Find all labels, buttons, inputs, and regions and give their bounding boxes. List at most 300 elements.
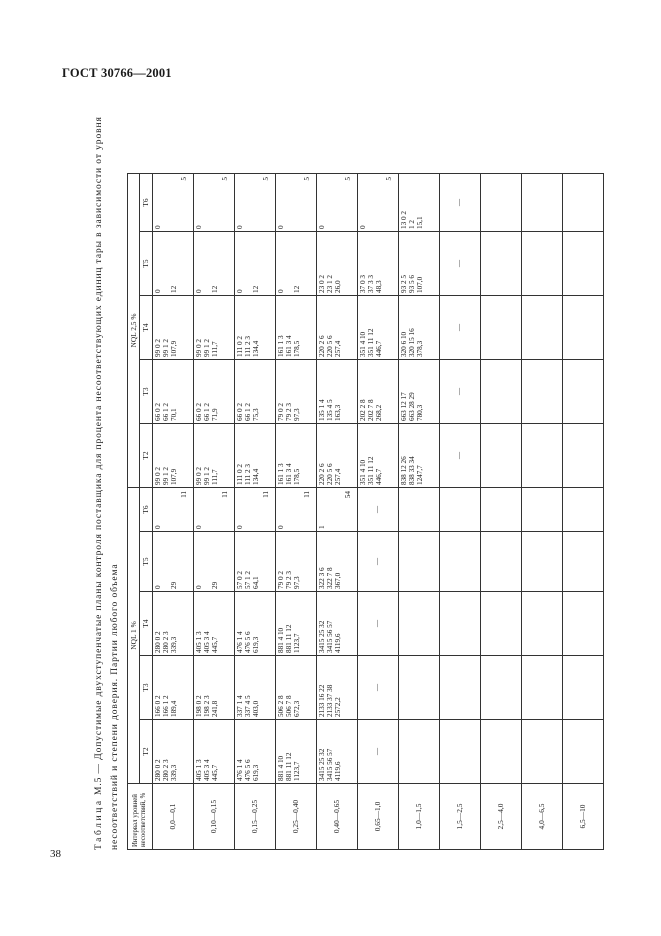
plan-cell-content <box>318 532 357 591</box>
plan-line: 3415 25 32 <box>318 620 326 653</box>
plan-line: 1 <box>318 525 326 529</box>
plan-line: 280 2 3 <box>162 759 170 781</box>
plan-line: 198 0 2 <box>195 695 203 717</box>
plan-cell-content <box>236 360 275 423</box>
plan-cell <box>153 296 194 360</box>
plan-cell-content <box>359 360 398 423</box>
plan-line: 780,3 <box>416 404 424 421</box>
plan-line: 107,9 <box>170 468 178 485</box>
plan-line: 619,3 <box>252 636 260 653</box>
plan-cell <box>235 232 276 296</box>
rotated-table-block <box>91 110 637 850</box>
header-row-cols <box>140 174 153 850</box>
plan-line: 280 0 2 <box>154 759 162 781</box>
plan-line: 4119,6 <box>334 761 342 781</box>
empty-cell <box>440 656 481 720</box>
plan-line: 337 1 4 <box>236 695 244 717</box>
plan-line: 66 1 2 <box>203 403 211 421</box>
plan-cell-content <box>154 232 193 295</box>
plan-line: 66 0 2 <box>236 403 244 421</box>
sampling-plans-table <box>127 173 604 850</box>
plan-line: 838 12 26 <box>400 456 408 485</box>
plan-line: 166 1 2 <box>162 695 170 717</box>
plan-line: 476 5 6 <box>244 631 252 653</box>
empty-cell <box>522 720 563 784</box>
plan-cell-content <box>236 720 275 783</box>
plan-cell-content <box>277 532 316 591</box>
empty-cell <box>481 424 522 488</box>
plan-cell <box>276 720 317 784</box>
empty-cell <box>399 656 440 720</box>
plan-line: 29 <box>211 581 219 589</box>
plan-cell-content <box>154 592 193 655</box>
plan-line: 111 2 3 <box>244 335 252 357</box>
dash-cell: — <box>440 360 481 424</box>
plan-line: 15,1 <box>416 216 424 229</box>
plan-line: 220 5 6 <box>326 335 334 357</box>
row-level-label: 0,10—0,15 <box>194 784 235 850</box>
plan-cell-content <box>195 592 234 655</box>
plan-line: 161 1 3 <box>277 463 285 485</box>
plan-line: 12 <box>252 285 260 293</box>
plan-cell <box>358 174 399 232</box>
plan-cell-content <box>359 296 398 359</box>
plan-line: 339,3 <box>170 636 178 653</box>
empty-cell <box>563 424 604 488</box>
acceptance-number: 5 <box>385 177 393 181</box>
plan-line: 0 <box>154 225 162 229</box>
caption-label: Таблица <box>94 798 104 850</box>
plan-line: 0 <box>236 225 244 229</box>
plan-line: 161 3 4 <box>285 335 293 357</box>
empty-cell <box>522 174 563 232</box>
plan-line: 12 <box>293 285 301 293</box>
plan-line: 93 5 6 <box>408 275 416 293</box>
plan-cell-content <box>236 424 275 487</box>
plan-line: 134,4 <box>252 468 260 485</box>
plan-cell-content <box>154 424 193 487</box>
empty-cell <box>563 532 604 592</box>
plan-line: 1247,7 <box>416 465 424 485</box>
acceptance-number: 5 <box>344 177 352 181</box>
table-row <box>358 174 399 850</box>
plan-line: 178,5 <box>293 468 301 485</box>
plan-line: 107,0 <box>416 276 424 293</box>
plan-line: 37 0 3 <box>359 275 367 293</box>
empty-cell <box>563 488 604 532</box>
plan-cell-content <box>277 656 316 719</box>
plan-line: 445,7 <box>211 636 219 653</box>
plan-cell-content <box>236 656 275 719</box>
plan-cell <box>399 296 440 360</box>
plan-cell-content <box>195 424 234 487</box>
table-row <box>317 174 358 850</box>
plan-line: 97,3 <box>293 408 301 421</box>
table-row <box>194 174 235 850</box>
empty-cell <box>399 592 440 656</box>
plan-cell <box>153 532 194 592</box>
empty-cell <box>481 592 522 656</box>
plan-line: 351 4 10 <box>359 459 367 485</box>
plan-line: 75,3 <box>252 408 260 421</box>
plan-line: 351 11 12 <box>367 456 375 485</box>
plan-line: 337 4 5 <box>244 695 252 717</box>
plan-line: 446,7 <box>375 340 383 357</box>
plan-cell <box>358 232 399 296</box>
plan-cell <box>153 232 194 296</box>
table-row <box>153 174 194 850</box>
header-col: T2 <box>140 720 153 784</box>
plan-line: 405 1 3 <box>195 759 203 781</box>
caption-text: — Допустимые двухступенчатые планы контроля поставщика для процента несоответствующих единиц тары в зависимости от уровня несоответствий и степени доверия. Партии любого объема <box>94 116 120 850</box>
header-col: T3 <box>140 360 153 424</box>
plan-cell <box>194 296 235 360</box>
plan-cell-content <box>359 424 398 487</box>
acceptance-number: 5 <box>180 177 188 181</box>
dash-cell: — <box>440 232 481 296</box>
plan-cell <box>235 296 276 360</box>
plan-line: 0 <box>277 525 285 529</box>
empty-cell <box>522 532 563 592</box>
plan-cell <box>194 720 235 784</box>
plan-line: 445,7 <box>211 764 219 781</box>
plan-cell <box>194 656 235 720</box>
plan-line: 99 1 2 <box>162 339 170 357</box>
plan-line: 1123,7 <box>293 761 301 781</box>
header-group-nql25: NQL 2,5 % <box>128 174 140 488</box>
plan-line: 64,1 <box>252 576 260 589</box>
plan-cell <box>276 592 317 656</box>
plan-cell-content <box>400 232 439 295</box>
plan-line: 12 <box>211 285 219 293</box>
header-col: T5 <box>140 232 153 296</box>
dash-cell: — <box>440 424 481 488</box>
plan-cell <box>235 488 276 532</box>
table-body <box>153 174 604 850</box>
plan-cell <box>317 656 358 720</box>
caption-number: М.5 <box>94 776 104 795</box>
plan-cell <box>399 232 440 296</box>
plan-line: 476 5 6 <box>244 759 252 781</box>
plan-line: 322 7 8 <box>326 567 334 589</box>
plan-line: 280 0 2 <box>154 631 162 653</box>
plan-cell <box>317 232 358 296</box>
row-level-label: 1,5—2,5 <box>440 784 481 850</box>
plan-line: 0 <box>236 289 244 293</box>
plan-line: 99 0 2 <box>154 467 162 485</box>
plan-line: 2572,2 <box>334 697 342 717</box>
plan-cell-content <box>195 532 234 591</box>
row-level-label: 1,0—1,5 <box>399 784 440 850</box>
plan-line: 70,1 <box>170 408 178 421</box>
table-row <box>440 174 481 850</box>
plan-cell-content <box>195 174 234 231</box>
plan-cell <box>235 360 276 424</box>
plan-line: 202 2 8 <box>359 399 367 421</box>
plan-line: 367,0 <box>334 572 342 589</box>
plan-line: 107,9 <box>170 340 178 357</box>
plan-cell <box>276 488 317 532</box>
plan-line: 0 <box>154 525 162 529</box>
plan-cell <box>153 720 194 784</box>
row-level-label: 0,25—0,40 <box>276 784 317 850</box>
empty-cell <box>481 174 522 232</box>
dash-cell: — <box>358 720 399 784</box>
plan-line: 99 1 2 <box>162 467 170 485</box>
acceptance-number: 11 <box>180 491 188 498</box>
plan-cell <box>276 360 317 424</box>
plan-cell <box>194 532 235 592</box>
plan-line: 12 <box>170 285 178 293</box>
plan-cell-content <box>236 296 275 359</box>
plan-line: 111 0 2 <box>236 335 244 357</box>
acceptance-number: 11 <box>221 491 229 498</box>
plan-cell-content <box>236 532 275 591</box>
plan-cell <box>235 424 276 488</box>
plan-cell-content <box>318 424 357 487</box>
plan-cell <box>153 174 194 232</box>
plan-cell <box>235 174 276 232</box>
plan-cell-content <box>236 592 275 655</box>
plan-line: 446,7 <box>375 468 383 485</box>
dash-cell: — <box>440 296 481 360</box>
plan-line: 405 3 4 <box>203 631 211 653</box>
plan-cell <box>153 656 194 720</box>
plan-line: 0 <box>236 525 244 529</box>
plan-cell-content <box>154 532 193 591</box>
row-level-label: 4,0—6,5 <box>522 784 563 850</box>
plan-cell <box>194 232 235 296</box>
plan-cell <box>153 592 194 656</box>
empty-cell <box>563 360 604 424</box>
empty-cell <box>522 656 563 720</box>
plan-cell <box>194 360 235 424</box>
plan-cell-content <box>318 360 357 423</box>
row-level-label: 6,5—10 <box>563 784 604 850</box>
plan-line: 178,5 <box>293 340 301 357</box>
empty-cell <box>440 532 481 592</box>
plan-line: 189,4 <box>170 700 178 717</box>
plan-line: 1123,7 <box>293 633 301 653</box>
plan-line: 37 3 3 <box>367 275 375 293</box>
empty-cell <box>481 488 522 532</box>
plan-line: 3415 56 57 <box>326 620 334 653</box>
plan-line: 672,3 <box>293 700 301 717</box>
plan-line: 257,4 <box>334 340 342 357</box>
plan-line: 79 2 3 <box>285 571 293 589</box>
empty-cell <box>563 232 604 296</box>
plan-cell-content <box>277 296 316 359</box>
plan-line: 135 1 4 <box>318 399 326 421</box>
row-level-label: 0,40—0,65 <box>317 784 358 850</box>
plan-cell <box>194 488 235 532</box>
plan-cell <box>317 296 358 360</box>
plan-cell <box>399 360 440 424</box>
plan-cell-content <box>154 720 193 783</box>
plan-line: 0 <box>195 289 203 293</box>
plan-line: 4119,6 <box>334 633 342 653</box>
plan-cell-content <box>318 720 357 783</box>
plan-cell-content <box>277 488 316 531</box>
plan-cell <box>153 424 194 488</box>
plan-cell-content <box>400 424 439 487</box>
plan-line: 241,8 <box>211 700 219 717</box>
plan-line: 66 0 2 <box>195 403 203 421</box>
plan-line: 2133 16 22 <box>318 684 326 717</box>
table-row <box>522 174 563 850</box>
dash-cell: — <box>358 532 399 592</box>
plan-line: 99 1 2 <box>203 339 211 357</box>
plan-line: 405 1 3 <box>195 631 203 653</box>
plan-cell-content <box>195 720 234 783</box>
plan-cell-content <box>236 174 275 231</box>
plan-line: 57 0 2 <box>236 571 244 589</box>
plan-line: 663 12 17 <box>400 392 408 421</box>
empty-cell <box>522 360 563 424</box>
empty-cell <box>481 360 522 424</box>
empty-cell <box>563 720 604 784</box>
plan-cell <box>317 360 358 424</box>
plan-line: 111 0 2 <box>236 463 244 485</box>
plan-cell-content <box>236 488 275 531</box>
plan-line: 0 <box>195 585 203 589</box>
plan-cell <box>194 592 235 656</box>
plan-line: 135 4 5 <box>326 399 334 421</box>
table-row <box>235 174 276 850</box>
plan-cell-content <box>318 296 357 359</box>
empty-cell <box>563 174 604 232</box>
plan-line: 881 4 10 <box>277 627 285 653</box>
plan-cell <box>276 656 317 720</box>
plan-cell-content <box>195 360 234 423</box>
table-row <box>563 174 604 850</box>
plan-cell-content <box>154 360 193 423</box>
plan-line: 0 <box>359 225 367 229</box>
plan-cell-content <box>359 232 398 295</box>
plan-line: 0 <box>318 225 326 229</box>
empty-cell <box>399 720 440 784</box>
plan-line: 111,7 <box>211 469 219 485</box>
plan-line: 111,7 <box>211 341 219 357</box>
plan-cell-content <box>195 296 234 359</box>
plan-line: 66 0 2 <box>154 403 162 421</box>
plan-cell-content <box>400 174 439 231</box>
header-col: T3 <box>140 656 153 720</box>
plan-line: 198 2 3 <box>203 695 211 717</box>
acceptance-number: 11 <box>262 491 270 498</box>
header-col: T6 <box>140 174 153 232</box>
plan-cell-content <box>277 360 316 423</box>
plan-cell <box>235 720 276 784</box>
plan-line: 663 28 29 <box>408 392 416 421</box>
table-row <box>399 174 440 850</box>
empty-cell <box>440 720 481 784</box>
empty-cell <box>522 592 563 656</box>
plan-line: 99 0 2 <box>154 339 162 357</box>
header-col: T6 <box>140 488 153 532</box>
plan-line: 619,3 <box>252 764 260 781</box>
plan-line: 257,4 <box>334 468 342 485</box>
plan-cell-content <box>277 424 316 487</box>
plan-line: 71,9 <box>211 408 219 421</box>
plan-line: 0 <box>277 225 285 229</box>
empty-cell <box>481 720 522 784</box>
empty-cell <box>440 592 481 656</box>
plan-cell <box>153 360 194 424</box>
plan-line: 403,0 <box>252 700 260 717</box>
empty-cell <box>563 296 604 360</box>
plan-cell-content <box>154 488 193 531</box>
plan-cell-content <box>318 232 357 295</box>
header-col: T4 <box>140 592 153 656</box>
plan-line: 0 <box>154 585 162 589</box>
plan-cell-content <box>154 656 193 719</box>
table-caption <box>91 110 123 850</box>
plan-cell-content <box>277 232 316 295</box>
empty-cell <box>563 592 604 656</box>
plan-cell <box>317 720 358 784</box>
plan-line: 0 <box>195 225 203 229</box>
row-level-label: 0,65—1,0 <box>358 784 399 850</box>
plan-cell-content <box>154 296 193 359</box>
plan-cell-content <box>318 488 357 531</box>
plan-line: 268,2 <box>375 404 383 421</box>
plan-line: 166 0 2 <box>154 695 162 717</box>
header-levels: Интервал уровней несоответствий, % <box>128 784 153 850</box>
plan-line: 48,3 <box>375 280 383 293</box>
plan-line: 220 5 6 <box>326 463 334 485</box>
plan-cell <box>317 592 358 656</box>
plan-line: 351 4 10 <box>359 331 367 357</box>
plan-line: 79 0 2 <box>277 571 285 589</box>
plan-cell <box>317 532 358 592</box>
plan-line: 0 <box>195 525 203 529</box>
plan-cell <box>399 424 440 488</box>
plan-cell <box>276 532 317 592</box>
plan-cell-content <box>400 296 439 359</box>
plan-line: 3415 56 57 <box>326 748 334 781</box>
plan-line: 13 0 2 <box>400 211 408 229</box>
plan-line: 838 33 34 <box>408 456 416 485</box>
plan-line: 79 0 2 <box>277 403 285 421</box>
plan-line: 506 7 8 <box>285 695 293 717</box>
empty-cell <box>481 232 522 296</box>
plan-line: 339,3 <box>170 764 178 781</box>
plan-line: 322 3 6 <box>318 567 326 589</box>
plan-cell-content <box>277 592 316 655</box>
plan-line: 23 0 2 <box>318 275 326 293</box>
plan-cell <box>153 488 194 532</box>
row-level-label: 2,5—4,0 <box>481 784 522 850</box>
empty-cell <box>440 488 481 532</box>
acceptance-number: 5 <box>303 177 311 181</box>
acceptance-number: 11 <box>303 491 311 498</box>
plan-line: 881 11 12 <box>285 752 293 781</box>
plan-line: 57 1 2 <box>244 571 252 589</box>
page-number: 38 <box>50 848 61 860</box>
plan-line: 1 2 <box>408 220 416 229</box>
plan-line: 161 3 4 <box>285 463 293 485</box>
plan-cell <box>276 232 317 296</box>
plan-line: 0 <box>154 289 162 293</box>
empty-cell <box>522 232 563 296</box>
plan-line: 220 2 6 <box>318 463 326 485</box>
plan-cell-content <box>318 592 357 655</box>
empty-cell <box>399 532 440 592</box>
header-row-groups <box>128 174 140 850</box>
table-row <box>481 174 522 850</box>
dash-cell: — <box>358 656 399 720</box>
